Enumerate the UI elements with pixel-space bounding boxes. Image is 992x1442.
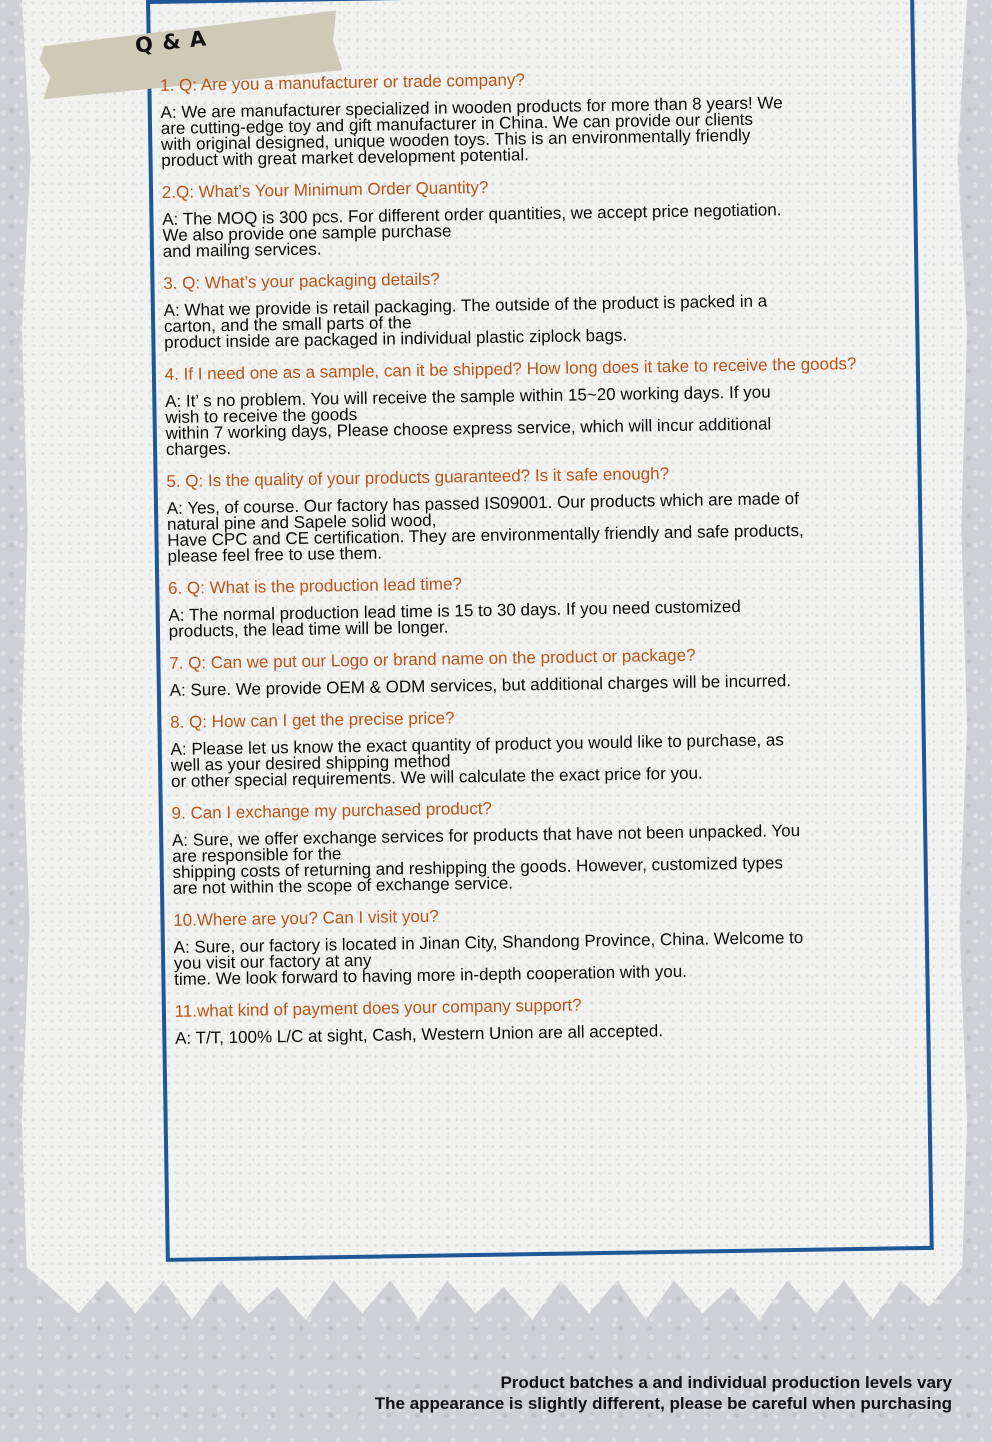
disclaimer-line-2: The appearance is slightly different, please be careful when purchasing	[374, 1394, 952, 1413]
question-1: 1. Q: Are you a manufacturer or trade company?	[160, 70, 526, 95]
qa-list	[160, 65, 905, 1061]
qa-item-4	[165, 353, 896, 457]
qa-item-1	[160, 65, 891, 169]
qa-item-6	[168, 567, 899, 639]
question-7: 7. Q: Can we put our Logo or brand name on the product or package?	[169, 645, 696, 673]
question-11: 11.what kind of payment does your company support?	[174, 995, 582, 1021]
qa-item-3	[163, 263, 894, 351]
question-6: 6. Q: What is the production lead time?	[167, 574, 463, 598]
question-8: 8. Q: How can I get the precise price?	[170, 708, 455, 732]
answer-3: A: What we provide is retail packaging. The outside of the product is packed in a carton, and the small parts of the product inside are packaged in individual plastic ziplock bags.	[163, 291, 768, 352]
qa-item-5	[166, 460, 897, 564]
answer-8: A: Please let us know the exact quantity of product you would like to purchase, as well as your desired shipping method or other special requirements. We will calculate the exact price for you.	[170, 730, 784, 791]
answer-11: A: T/T, 100% L/C at sight, Cash, Western Union are all accepted.	[174, 1021, 664, 1048]
qa-item-10	[173, 899, 904, 987]
answer-5: A: Yes, of course. Our factory has passed IS09001. Our products which are made of natural pine and Sapele solid wood, Have CPC and CE certification. They are environmentally friendly and safe products, please feel free to use them.	[166, 489, 804, 566]
page-title: Q & A	[133, 26, 209, 58]
question-9: 9. Can I exchange my purchased product?	[171, 798, 493, 823]
answer-10: A: Sure, our factory is located in Jinan City, Shandong Province, China. Welcome to you visit our factory at any time. We look forward to having more in-depth cooperation with you.	[173, 928, 804, 989]
answer-9: A: Sure, we offer exchange services for products that have not been unpacked. You are responsible for the shipping costs of returning and reshipping the goods. However, customized types are not within the scope of exchange service.	[171, 821, 801, 898]
qa-item-2	[162, 172, 893, 260]
question-10: 10.Where are you? Can I visit you?	[173, 906, 439, 930]
disclaimer-footer	[375, 1372, 952, 1414]
question-5: 5. Q: Is the quality of your products guaranteed? Is it safe enough?	[166, 464, 670, 491]
qa-item-8	[170, 701, 901, 789]
answer-7: A: Sure. We provide OEM & ODM services, but additional charges will be incurred.	[169, 671, 792, 700]
qa-item-11	[175, 990, 906, 1046]
qa-item-7	[169, 642, 900, 698]
qa-item-9	[171, 792, 902, 896]
disclaimer-line-1: Product batches a and individual production levels vary	[500, 1373, 952, 1392]
question-2: 2.Q: What’s Your Minimum Order Quantity?	[161, 177, 489, 202]
answer-1: A: We are manufacturer specialized in wooden products for more than 8 years! We are cutting-edge toy and gift manufacturer in China. We can provide our clients with original designed, unique wooden toys. This is an environmentally friendly product with great market development potential.	[160, 93, 783, 170]
answer-6: A: The normal production lead time is 15 to 30 days. If you need customized products, the lead time will be longer.	[168, 596, 741, 641]
question-3: 3. Q: What’s your packaging details?	[163, 269, 440, 293]
question-4: 4. If I need one as a sample, can it be shipped? How long does it take to receive the goods?	[164, 354, 857, 384]
answer-4: A: It’ s no problem. You will receive the sample within 15~20 working days. If you wish to receive the goods within 7 working days, Please choose express service, which will incur additional charges.	[164, 382, 772, 459]
answer-2: A: The MOQ is 300 pcs. For different order quantities, we accept price negotiation. We also provide one sample purchase and mailing services.	[162, 200, 782, 261]
